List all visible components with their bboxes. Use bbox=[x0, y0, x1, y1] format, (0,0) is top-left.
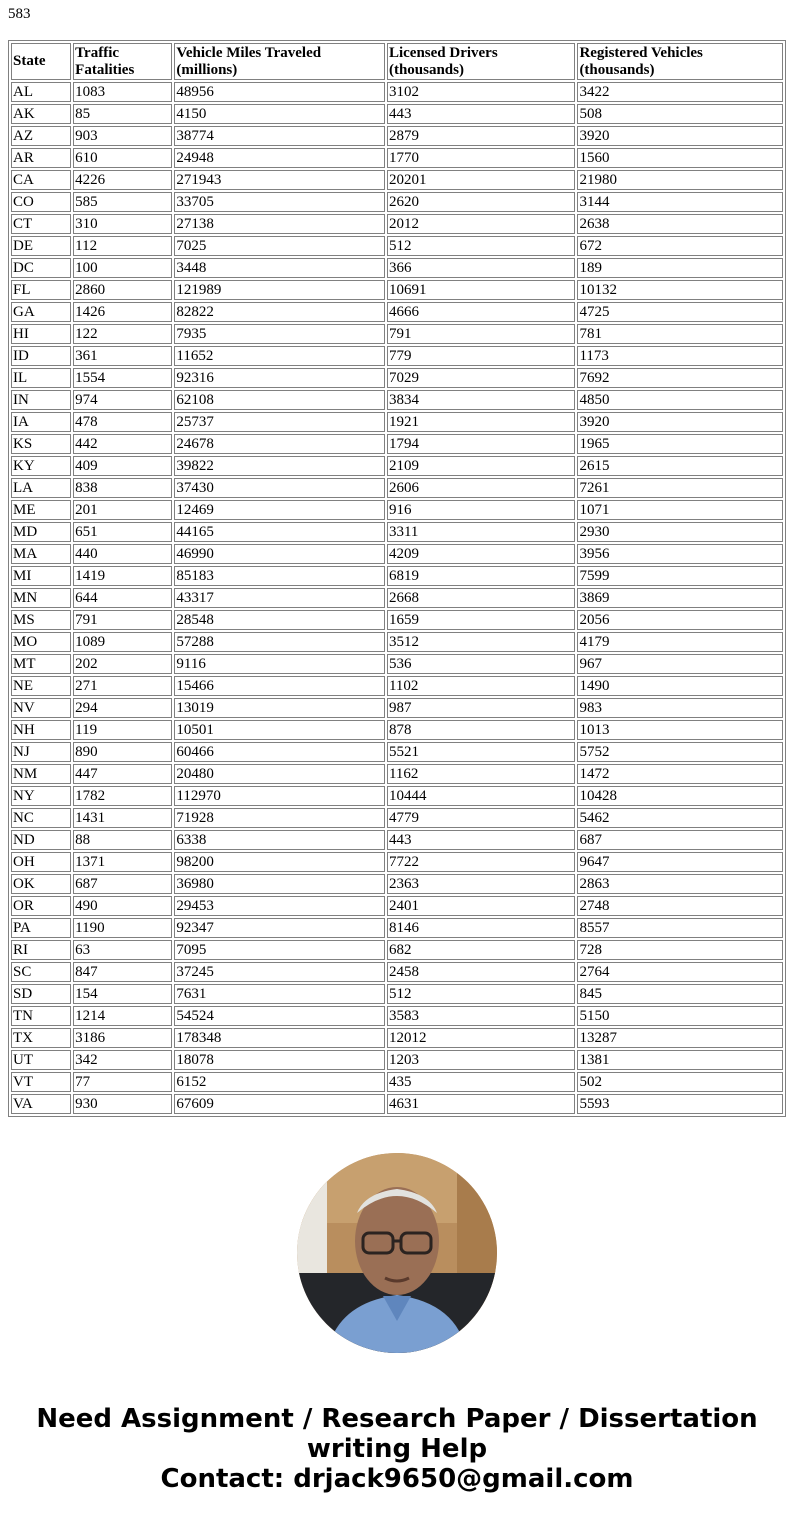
vehicles-cell: 5593 bbox=[577, 1094, 783, 1114]
drivers-cell: 2363 bbox=[387, 874, 575, 894]
fatalities-cell: 1371 bbox=[73, 852, 172, 872]
table-row bbox=[11, 478, 783, 498]
header-state: State bbox=[11, 43, 71, 80]
state-cell: AK bbox=[11, 104, 71, 124]
fatalities-cell: 2860 bbox=[73, 280, 172, 300]
drivers-cell: 4209 bbox=[387, 544, 575, 564]
vehicles-cell: 2748 bbox=[577, 896, 783, 916]
state-cell: KY bbox=[11, 456, 71, 476]
fatalities-cell: 271 bbox=[73, 676, 172, 696]
fatalities-cell: 478 bbox=[73, 412, 172, 432]
fatalities-cell: 342 bbox=[73, 1050, 172, 1070]
drivers-cell: 2620 bbox=[387, 192, 575, 212]
fatalities-cell: 838 bbox=[73, 478, 172, 498]
miles-cell: 7025 bbox=[174, 236, 385, 256]
drivers-cell: 443 bbox=[387, 830, 575, 850]
fatalities-cell: 122 bbox=[73, 324, 172, 344]
fatalities-cell: 112 bbox=[73, 236, 172, 256]
drivers-cell: 4666 bbox=[387, 302, 575, 322]
table-row bbox=[11, 764, 783, 784]
table-row bbox=[11, 1094, 783, 1114]
drivers-cell: 3512 bbox=[387, 632, 575, 652]
vehicles-cell: 2638 bbox=[577, 214, 783, 234]
miles-cell: 121989 bbox=[174, 280, 385, 300]
data-table-container[interactable] bbox=[8, 40, 786, 1123]
table-row bbox=[11, 236, 783, 256]
vehicles-cell: 13287 bbox=[577, 1028, 783, 1048]
vehicles-cell: 781 bbox=[577, 324, 783, 344]
miles-cell: 178348 bbox=[174, 1028, 385, 1048]
vehicles-cell: 189 bbox=[577, 258, 783, 278]
assignment-help-ad bbox=[0, 1404, 794, 1494]
table-row bbox=[11, 544, 783, 564]
drivers-cell: 7722 bbox=[387, 852, 575, 872]
fatalities-cell: 651 bbox=[73, 522, 172, 542]
state-cell: OR bbox=[11, 896, 71, 916]
vehicles-cell: 508 bbox=[577, 104, 783, 124]
table-row bbox=[11, 148, 783, 168]
ad-line-1: Need Assignment / Research Paper / Dissertation bbox=[36, 1404, 758, 1434]
fatalities-cell: 119 bbox=[73, 720, 172, 740]
header-licensed-drivers: Licensed Drivers (thousands) bbox=[387, 43, 575, 80]
vehicles-cell: 1490 bbox=[577, 676, 783, 696]
fatalities-cell: 687 bbox=[73, 874, 172, 894]
miles-cell: 20480 bbox=[174, 764, 385, 784]
vehicles-cell: 1173 bbox=[577, 346, 783, 366]
state-cell: AL bbox=[11, 82, 71, 102]
vehicles-cell: 2930 bbox=[577, 522, 783, 542]
header-vehicle-miles: Vehicle Miles Traveled (millions) bbox=[174, 43, 385, 80]
drivers-cell: 3834 bbox=[387, 390, 575, 410]
header-traffic-fatalities: Traffic Fatalities bbox=[73, 43, 172, 80]
table-row bbox=[11, 368, 783, 388]
drivers-cell: 3311 bbox=[387, 522, 575, 542]
fatalities-cell: 1214 bbox=[73, 1006, 172, 1026]
state-cell: NY bbox=[11, 786, 71, 806]
vehicles-cell: 687 bbox=[577, 830, 783, 850]
fatalities-cell: 974 bbox=[73, 390, 172, 410]
vehicles-cell: 728 bbox=[577, 940, 783, 960]
table-row bbox=[11, 170, 783, 190]
table-row bbox=[11, 214, 783, 234]
vehicles-cell: 7692 bbox=[577, 368, 783, 388]
vehicles-cell: 3869 bbox=[577, 588, 783, 608]
vehicles-cell: 3144 bbox=[577, 192, 783, 212]
state-cell: NM bbox=[11, 764, 71, 784]
drivers-cell: 10691 bbox=[387, 280, 575, 300]
state-cell: MD bbox=[11, 522, 71, 542]
vehicles-cell: 2863 bbox=[577, 874, 783, 894]
vehicles-cell: 10428 bbox=[577, 786, 783, 806]
fatalities-cell: 1190 bbox=[73, 918, 172, 938]
state-cell: MN bbox=[11, 588, 71, 608]
drivers-cell: 1162 bbox=[387, 764, 575, 784]
drivers-cell: 878 bbox=[387, 720, 575, 740]
table-row bbox=[11, 1006, 783, 1026]
state-cell: IL bbox=[11, 368, 71, 388]
vehicles-cell: 10132 bbox=[577, 280, 783, 300]
state-cell: AR bbox=[11, 148, 71, 168]
state-cell: GA bbox=[11, 302, 71, 322]
vehicles-cell: 9647 bbox=[577, 852, 783, 872]
table-row bbox=[11, 1050, 783, 1070]
miles-cell: 33705 bbox=[174, 192, 385, 212]
table-row bbox=[11, 676, 783, 696]
fatalities-cell: 440 bbox=[73, 544, 172, 564]
state-cell: NV bbox=[11, 698, 71, 718]
state-cell: CT bbox=[11, 214, 71, 234]
miles-cell: 112970 bbox=[174, 786, 385, 806]
fatalities-cell: 1426 bbox=[73, 302, 172, 322]
drivers-cell: 1921 bbox=[387, 412, 575, 432]
state-cell: MS bbox=[11, 610, 71, 630]
drivers-cell: 2458 bbox=[387, 962, 575, 982]
state-cell: ME bbox=[11, 500, 71, 520]
fatalities-cell: 847 bbox=[73, 962, 172, 982]
vehicles-cell: 1013 bbox=[577, 720, 783, 740]
fatalities-cell: 791 bbox=[73, 610, 172, 630]
table-row bbox=[11, 434, 783, 454]
drivers-cell: 987 bbox=[387, 698, 575, 718]
state-cell: CA bbox=[11, 170, 71, 190]
miles-cell: 7935 bbox=[174, 324, 385, 344]
drivers-cell: 3102 bbox=[387, 82, 575, 102]
table-row bbox=[11, 984, 783, 1004]
miles-cell: 24948 bbox=[174, 148, 385, 168]
state-cell: MA bbox=[11, 544, 71, 564]
fatalities-cell: 490 bbox=[73, 896, 172, 916]
drivers-cell: 443 bbox=[387, 104, 575, 124]
miles-cell: 54524 bbox=[174, 1006, 385, 1026]
fatalities-cell: 890 bbox=[73, 742, 172, 762]
page-number: 583 bbox=[8, 6, 31, 22]
ad-contact-line: Contact: drjack9650@gmail.com bbox=[160, 1464, 634, 1494]
drivers-cell: 3583 bbox=[387, 1006, 575, 1026]
table-row bbox=[11, 390, 783, 410]
miles-cell: 10501 bbox=[174, 720, 385, 740]
table-header-row bbox=[11, 43, 783, 80]
vehicles-cell: 1071 bbox=[577, 500, 783, 520]
miles-cell: 46990 bbox=[174, 544, 385, 564]
miles-cell: 98200 bbox=[174, 852, 385, 872]
state-cell: SD bbox=[11, 984, 71, 1004]
fatalities-cell: 585 bbox=[73, 192, 172, 212]
state-cell: FL bbox=[11, 280, 71, 300]
drivers-cell: 8146 bbox=[387, 918, 575, 938]
drivers-cell: 12012 bbox=[387, 1028, 575, 1048]
drivers-cell: 366 bbox=[387, 258, 575, 278]
miles-cell: 67609 bbox=[174, 1094, 385, 1114]
miles-cell: 92316 bbox=[174, 368, 385, 388]
traffic-data-table bbox=[8, 40, 786, 1117]
miles-cell: 18078 bbox=[174, 1050, 385, 1070]
vehicles-cell: 2056 bbox=[577, 610, 783, 630]
state-cell: AZ bbox=[11, 126, 71, 146]
miles-cell: 39822 bbox=[174, 456, 385, 476]
miles-cell: 11652 bbox=[174, 346, 385, 366]
miles-cell: 37430 bbox=[174, 478, 385, 498]
fatalities-cell: 3186 bbox=[73, 1028, 172, 1048]
vehicles-cell: 3956 bbox=[577, 544, 783, 564]
fatalities-cell: 85 bbox=[73, 104, 172, 124]
miles-cell: 62108 bbox=[174, 390, 385, 410]
miles-cell: 38774 bbox=[174, 126, 385, 146]
state-cell: CO bbox=[11, 192, 71, 212]
vehicles-cell: 983 bbox=[577, 698, 783, 718]
table-row bbox=[11, 808, 783, 828]
state-cell: PA bbox=[11, 918, 71, 938]
fatalities-cell: 442 bbox=[73, 434, 172, 454]
vehicles-cell: 5462 bbox=[577, 808, 783, 828]
drivers-cell: 4779 bbox=[387, 808, 575, 828]
state-cell: VA bbox=[11, 1094, 71, 1114]
drivers-cell: 2668 bbox=[387, 588, 575, 608]
table-row bbox=[11, 500, 783, 520]
miles-cell: 48956 bbox=[174, 82, 385, 102]
table-row bbox=[11, 1028, 783, 1048]
drivers-cell: 779 bbox=[387, 346, 575, 366]
miles-cell: 12469 bbox=[174, 500, 385, 520]
drivers-cell: 512 bbox=[387, 236, 575, 256]
drivers-cell: 2012 bbox=[387, 214, 575, 234]
vehicles-cell: 3422 bbox=[577, 82, 783, 102]
vehicles-cell: 4850 bbox=[577, 390, 783, 410]
vehicles-cell: 1965 bbox=[577, 434, 783, 454]
vehicles-cell: 7261 bbox=[577, 478, 783, 498]
fatalities-cell: 202 bbox=[73, 654, 172, 674]
state-cell: MO bbox=[11, 632, 71, 652]
table-row bbox=[11, 302, 783, 322]
miles-cell: 44165 bbox=[174, 522, 385, 542]
state-cell: DC bbox=[11, 258, 71, 278]
table-row bbox=[11, 720, 783, 740]
ad-line-2: writing Help bbox=[306, 1434, 488, 1464]
table-row bbox=[11, 104, 783, 124]
drivers-cell: 6819 bbox=[387, 566, 575, 586]
state-cell: TX bbox=[11, 1028, 71, 1048]
table-row bbox=[11, 698, 783, 718]
drivers-cell: 5521 bbox=[387, 742, 575, 762]
state-cell: NC bbox=[11, 808, 71, 828]
fatalities-cell: 409 bbox=[73, 456, 172, 476]
miles-cell: 43317 bbox=[174, 588, 385, 608]
table-row bbox=[11, 588, 783, 608]
person-photo-icon bbox=[297, 1153, 497, 1353]
table-row bbox=[11, 456, 783, 476]
state-cell: MI bbox=[11, 566, 71, 586]
fatalities-cell: 4226 bbox=[73, 170, 172, 190]
miles-cell: 92347 bbox=[174, 918, 385, 938]
vehicles-cell: 1560 bbox=[577, 148, 783, 168]
miles-cell: 28548 bbox=[174, 610, 385, 630]
table-row bbox=[11, 830, 783, 850]
drivers-cell: 1659 bbox=[387, 610, 575, 630]
fatalities-cell: 903 bbox=[73, 126, 172, 146]
state-cell: VT bbox=[11, 1072, 71, 1092]
fatalities-cell: 361 bbox=[73, 346, 172, 366]
state-cell: KS bbox=[11, 434, 71, 454]
miles-cell: 37245 bbox=[174, 962, 385, 982]
miles-cell: 6338 bbox=[174, 830, 385, 850]
table-row bbox=[11, 940, 783, 960]
state-cell: SC bbox=[11, 962, 71, 982]
miles-cell: 82822 bbox=[174, 302, 385, 322]
fatalities-cell: 201 bbox=[73, 500, 172, 520]
state-cell: NJ bbox=[11, 742, 71, 762]
miles-cell: 13019 bbox=[174, 698, 385, 718]
state-cell: HI bbox=[11, 324, 71, 344]
drivers-cell: 1794 bbox=[387, 434, 575, 454]
fatalities-cell: 930 bbox=[73, 1094, 172, 1114]
state-cell: TN bbox=[11, 1006, 71, 1026]
fatalities-cell: 1554 bbox=[73, 368, 172, 388]
state-cell: LA bbox=[11, 478, 71, 498]
miles-cell: 3448 bbox=[174, 258, 385, 278]
fatalities-cell: 154 bbox=[73, 984, 172, 1004]
fatalities-cell: 1083 bbox=[73, 82, 172, 102]
fatalities-cell: 447 bbox=[73, 764, 172, 784]
fatalities-cell: 100 bbox=[73, 258, 172, 278]
fatalities-cell: 610 bbox=[73, 148, 172, 168]
table-row bbox=[11, 654, 783, 674]
miles-cell: 6152 bbox=[174, 1072, 385, 1092]
table-row bbox=[11, 852, 783, 872]
fatalities-cell: 63 bbox=[73, 940, 172, 960]
state-cell: NE bbox=[11, 676, 71, 696]
table-row bbox=[11, 786, 783, 806]
vehicles-cell: 21980 bbox=[577, 170, 783, 190]
table-row bbox=[11, 566, 783, 586]
miles-cell: 71928 bbox=[174, 808, 385, 828]
miles-cell: 85183 bbox=[174, 566, 385, 586]
miles-cell: 24678 bbox=[174, 434, 385, 454]
table-row bbox=[11, 346, 783, 366]
drivers-cell: 2401 bbox=[387, 896, 575, 916]
miles-cell: 15466 bbox=[174, 676, 385, 696]
fatalities-cell: 77 bbox=[73, 1072, 172, 1092]
vehicles-cell: 672 bbox=[577, 236, 783, 256]
state-cell: IN bbox=[11, 390, 71, 410]
vehicles-cell: 5752 bbox=[577, 742, 783, 762]
vehicles-cell: 5150 bbox=[577, 1006, 783, 1026]
fatalities-cell: 1431 bbox=[73, 808, 172, 828]
drivers-cell: 7029 bbox=[387, 368, 575, 388]
table-row bbox=[11, 610, 783, 630]
drivers-cell: 2109 bbox=[387, 456, 575, 476]
state-cell: RI bbox=[11, 940, 71, 960]
vehicles-cell: 967 bbox=[577, 654, 783, 674]
table-row bbox=[11, 324, 783, 344]
avatar bbox=[297, 1153, 497, 1353]
vehicles-cell: 4725 bbox=[577, 302, 783, 322]
vehicles-cell: 8557 bbox=[577, 918, 783, 938]
miles-cell: 4150 bbox=[174, 104, 385, 124]
miles-cell: 27138 bbox=[174, 214, 385, 234]
drivers-cell: 512 bbox=[387, 984, 575, 1004]
vehicles-cell: 2615 bbox=[577, 456, 783, 476]
miles-cell: 57288 bbox=[174, 632, 385, 652]
miles-cell: 60466 bbox=[174, 742, 385, 762]
drivers-cell: 2606 bbox=[387, 478, 575, 498]
miles-cell: 7631 bbox=[174, 984, 385, 1004]
drivers-cell: 1770 bbox=[387, 148, 575, 168]
table-row bbox=[11, 874, 783, 894]
table-row bbox=[11, 412, 783, 432]
miles-cell: 29453 bbox=[174, 896, 385, 916]
state-cell: ND bbox=[11, 830, 71, 850]
state-cell: DE bbox=[11, 236, 71, 256]
table-row bbox=[11, 126, 783, 146]
state-cell: OK bbox=[11, 874, 71, 894]
table-row bbox=[11, 918, 783, 938]
drivers-cell: 536 bbox=[387, 654, 575, 674]
fatalities-cell: 310 bbox=[73, 214, 172, 234]
state-cell: UT bbox=[11, 1050, 71, 1070]
fatalities-cell: 294 bbox=[73, 698, 172, 718]
table-row bbox=[11, 632, 783, 652]
table-row bbox=[11, 1072, 783, 1092]
fatalities-cell: 644 bbox=[73, 588, 172, 608]
table-row bbox=[11, 192, 783, 212]
fatalities-cell: 88 bbox=[73, 830, 172, 850]
table-row bbox=[11, 962, 783, 982]
table-row bbox=[11, 522, 783, 542]
vehicles-cell: 502 bbox=[577, 1072, 783, 1092]
vehicles-cell: 7599 bbox=[577, 566, 783, 586]
table-row bbox=[11, 258, 783, 278]
drivers-cell: 10444 bbox=[387, 786, 575, 806]
drivers-cell: 2879 bbox=[387, 126, 575, 146]
vehicles-cell: 3920 bbox=[577, 412, 783, 432]
fatalities-cell: 1089 bbox=[73, 632, 172, 652]
drivers-cell: 435 bbox=[387, 1072, 575, 1092]
miles-cell: 271943 bbox=[174, 170, 385, 190]
drivers-cell: 682 bbox=[387, 940, 575, 960]
miles-cell: 7095 bbox=[174, 940, 385, 960]
vehicles-cell: 1472 bbox=[577, 764, 783, 784]
state-cell: ID bbox=[11, 346, 71, 366]
fatalities-cell: 1782 bbox=[73, 786, 172, 806]
drivers-cell: 1102 bbox=[387, 676, 575, 696]
drivers-cell: 4631 bbox=[387, 1094, 575, 1114]
miles-cell: 36980 bbox=[174, 874, 385, 894]
drivers-cell: 791 bbox=[387, 324, 575, 344]
drivers-cell: 20201 bbox=[387, 170, 575, 190]
drivers-cell: 1203 bbox=[387, 1050, 575, 1070]
state-cell: OH bbox=[11, 852, 71, 872]
table-row bbox=[11, 82, 783, 102]
header-registered-vehicles: Registered Vehicles (thousands) bbox=[577, 43, 783, 80]
state-cell: MT bbox=[11, 654, 71, 674]
state-cell: NH bbox=[11, 720, 71, 740]
miles-cell: 25737 bbox=[174, 412, 385, 432]
vehicles-cell: 4179 bbox=[577, 632, 783, 652]
vehicles-cell: 845 bbox=[577, 984, 783, 1004]
drivers-cell: 916 bbox=[387, 500, 575, 520]
table-body bbox=[11, 82, 783, 1114]
table-row bbox=[11, 280, 783, 300]
table-row bbox=[11, 896, 783, 916]
vehicles-cell: 1381 bbox=[577, 1050, 783, 1070]
state-cell: IA bbox=[11, 412, 71, 432]
vehicles-cell: 2764 bbox=[577, 962, 783, 982]
table-row bbox=[11, 742, 783, 762]
miles-cell: 9116 bbox=[174, 654, 385, 674]
fatalities-cell: 1419 bbox=[73, 566, 172, 586]
vehicles-cell: 3920 bbox=[577, 126, 783, 146]
